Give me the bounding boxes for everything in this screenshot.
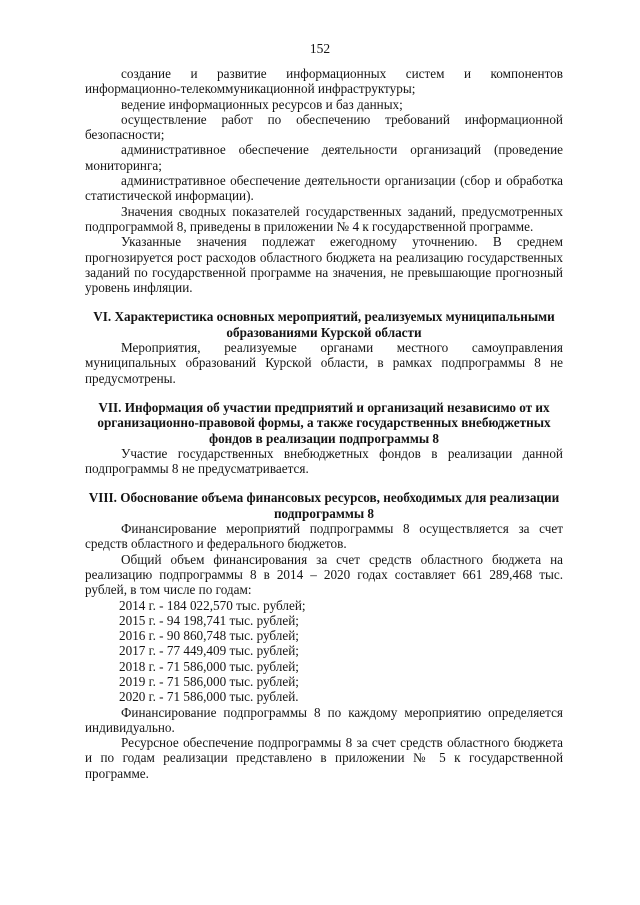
list-item: административное обеспечение деятельности организации (сбор и обработка статистической информации). — [85, 173, 563, 204]
paragraph: Значения сводных показателей государственных заданий, предусмотренных подпрограммой 8, приведены в приложении № 4 к государственной программе. — [85, 203, 563, 234]
funding-by-year-list — [119, 598, 563, 705]
year-funding-item: 2018 г. - 71 586,000 тыс. рублей; — [119, 658, 299, 674]
section-heading-7: VII. Информация об участии предприятий и организаций независимо от их организационно-правовой формы, а также государственных внебюджетных фондов в реализации подпрограммы 8 — [97, 399, 551, 446]
year-funding-item: 2015 г. - 94 198,741 тыс. рублей; — [119, 612, 299, 628]
list-item: административное обеспечение деятельности организаций (проведение мониторинга; — [85, 142, 563, 173]
paragraph: Финансирование мероприятий подпрограммы 8 осуществляется за счет средств областного и федерального бюджетов. — [85, 521, 563, 552]
paragraph: Ресурсное обеспечение подпрограммы 8 за счет средств областного бюджета и по годам реализации представлено в приложении № 5 к государственной программе. — [85, 735, 563, 781]
paragraph: Финансирование подпрограммы 8 по каждому мероприятию определяется индивидуально. — [85, 704, 563, 735]
year-funding-item: 2019 г. - 71 586,000 тыс. рублей; — [119, 673, 299, 689]
paragraph: Мероприятия, реализуемые органами местного самоуправления муниципальных образований Курской области, в рамках подпрограммы 8 не предусмотрены. — [85, 340, 563, 386]
list-item: осуществление работ по обеспечению требований информационной безопасности; — [85, 111, 563, 143]
year-funding-item: 2016 г. - 90 860,748 тыс. рублей; — [119, 628, 299, 644]
year-funding-item: 2014 г. - 184 022,570 тыс. рублей; — [119, 597, 306, 613]
year-funding-item: 2017 г. - 77 449,409 тыс. рублей; — [119, 643, 299, 659]
page-number: 152 — [309, 41, 331, 56]
paragraph: Участие государственных внебюджетных фондов в реализации данной подпрограммы 8 не предусматривается. — [85, 445, 563, 477]
year-funding-item: 2020 г. - 71 586,000 тыс. рублей. — [119, 689, 299, 705]
section-heading-8: VIII. Обоснование объема финансовых ресурсов, необходимых для реализации подпрограммы 8 — [88, 490, 560, 521]
paragraph: Указанные значения подлежат ежегодному уточнению. В среднем прогнозируется рост расходов областного бюджета на реализацию государственных заданий по государственной программе на значения, не превышающие прогнозный уровень инфляции. — [85, 234, 563, 296]
document-body — [85, 66, 563, 781]
paragraph: Общий объем финансирования за счет средств областного бюджета на реализацию подпрограммы 8 в 2014 – 2020 годах составляет 661 289,468 тыс. рублей, в том числе по годам: — [85, 551, 563, 598]
list-item: ведение информационных ресурсов и баз данных; — [121, 96, 403, 112]
section-heading-6: VI. Характеристика основных мероприятий, реализуемых муниципальными образованиями Курской области — [93, 309, 555, 340]
list-item: создание и развитие информационных систем и компонентов информационно-телекоммуникационной инфраструктуры; — [85, 66, 563, 97]
